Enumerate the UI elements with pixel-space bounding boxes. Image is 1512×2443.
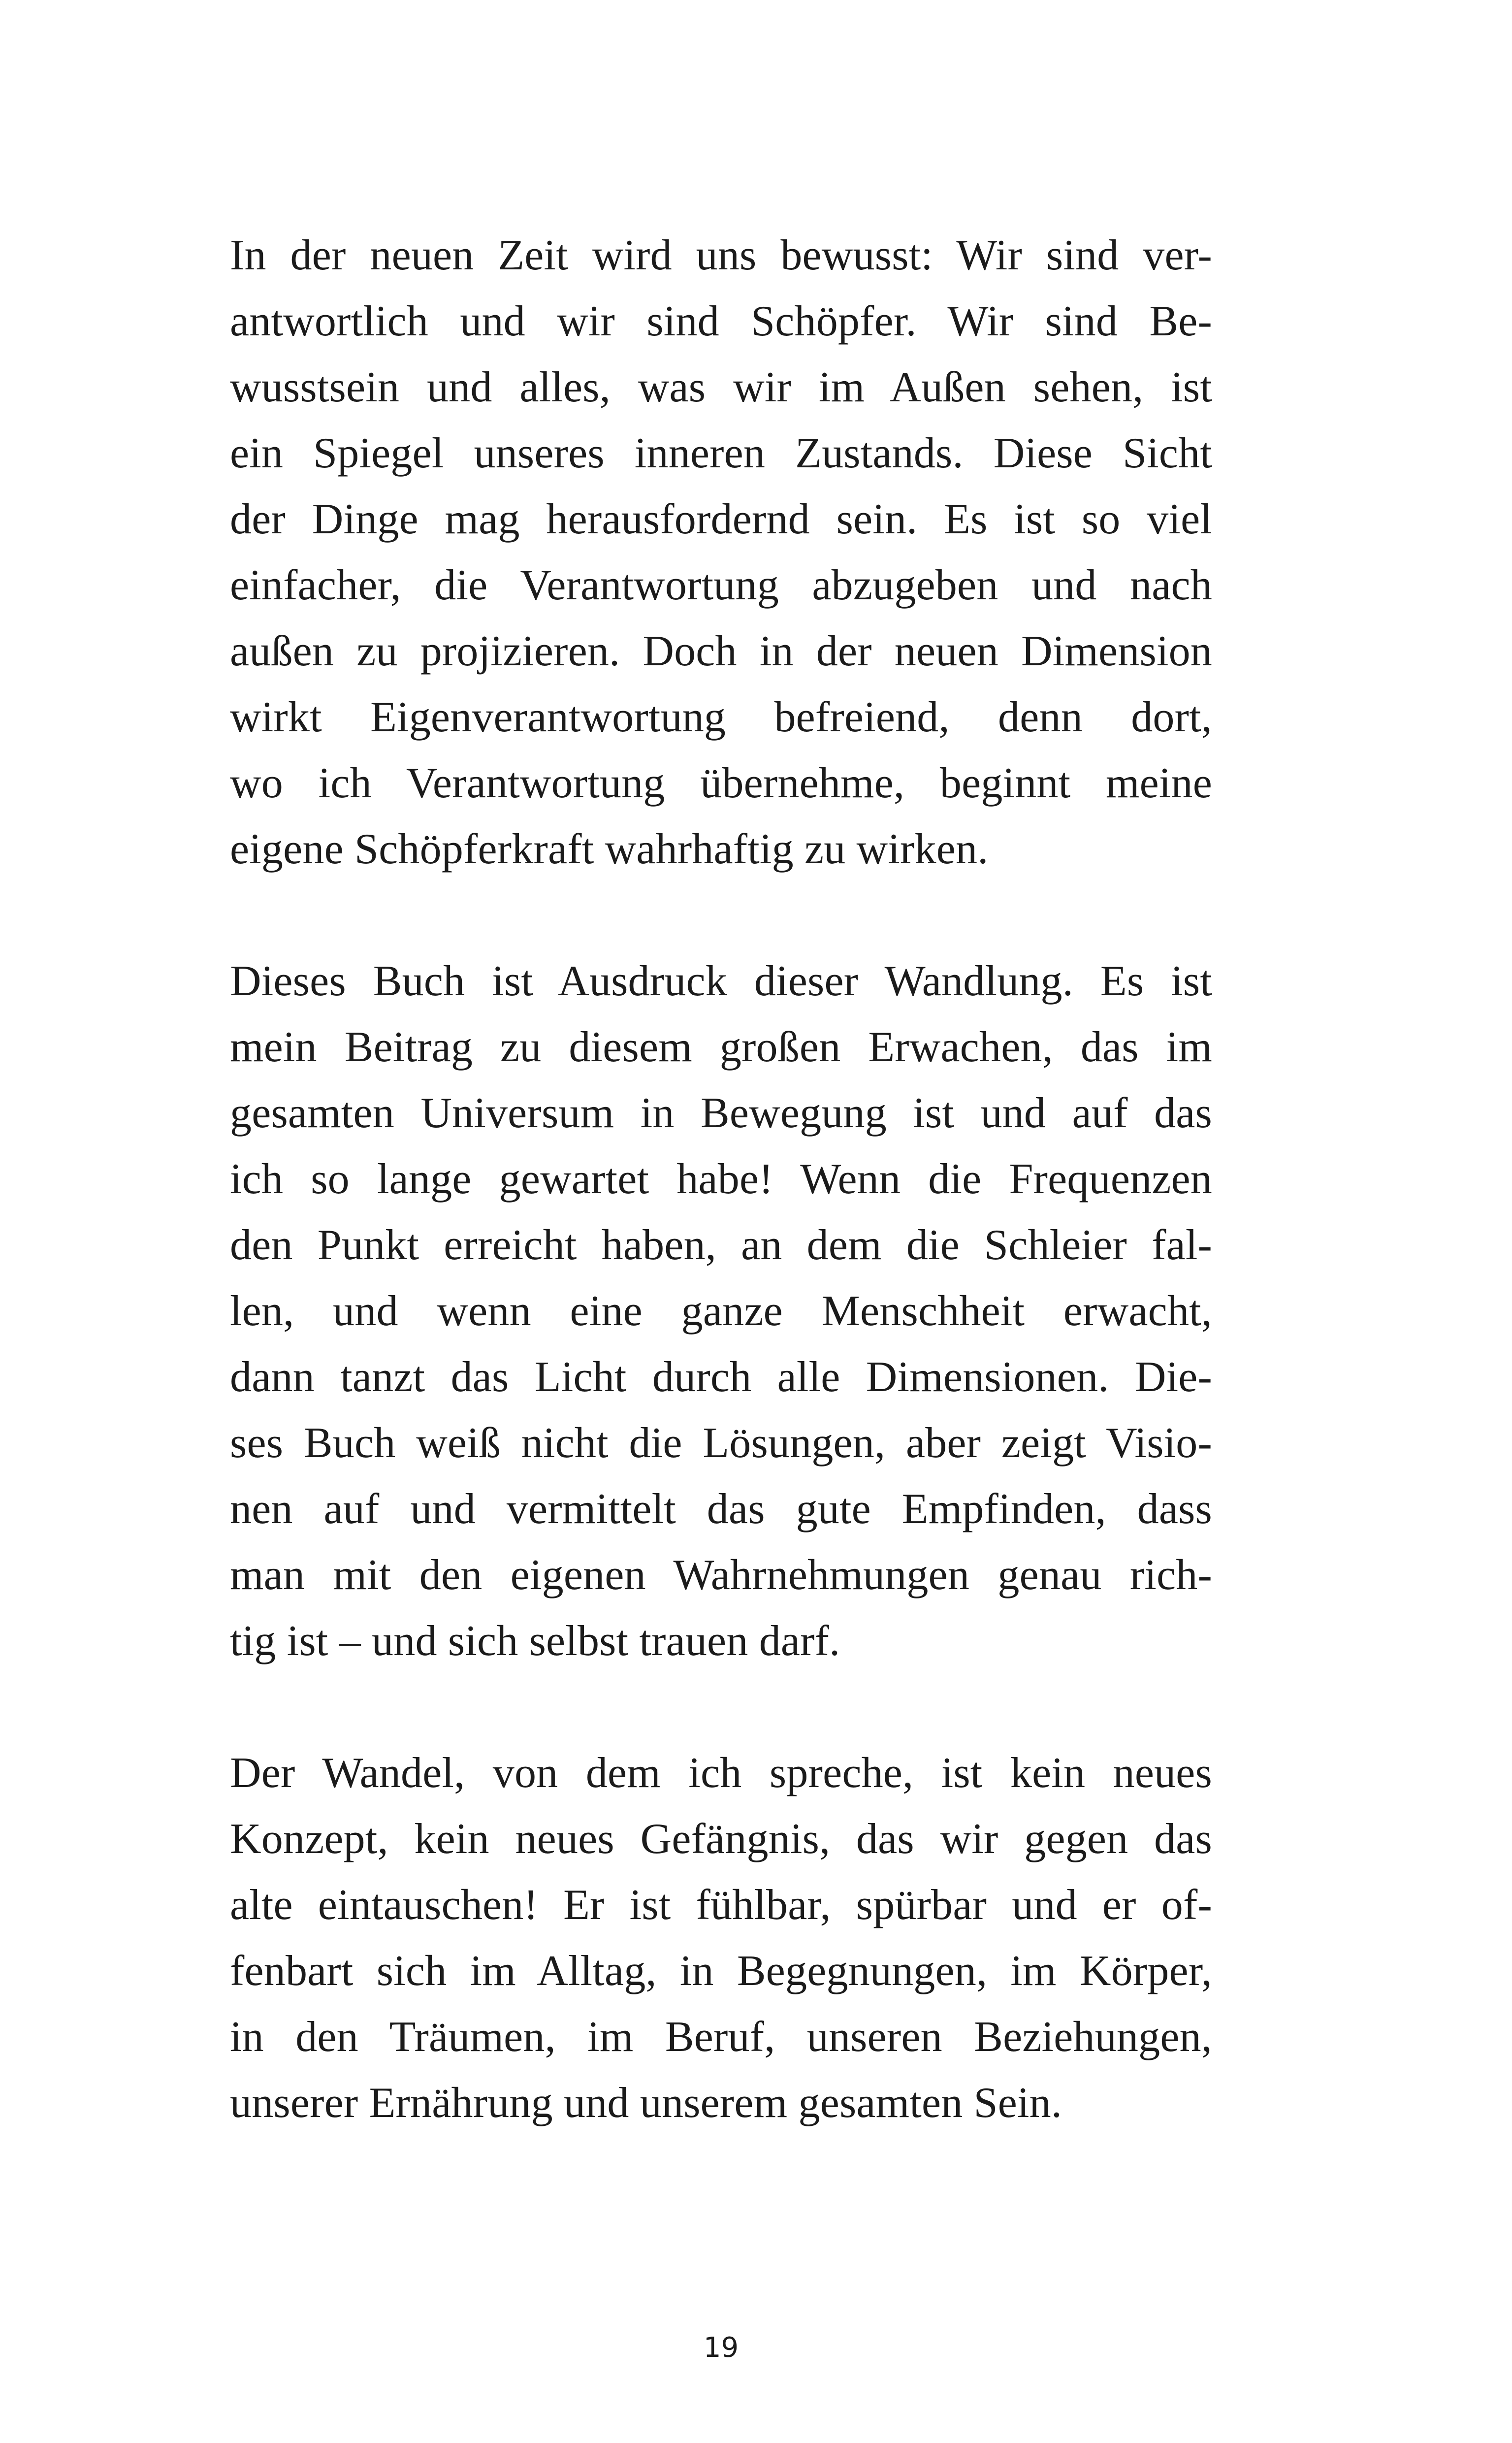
- paragraph: [230, 223, 1212, 882]
- paragraph: [230, 1740, 1212, 2136]
- text-line: ses Buch weiß nicht die Lösungen, aber zeigt Visio-: [230, 1419, 1212, 1467]
- text-line: ich so lange gewartet habe! Wenn die Frequenzen: [230, 1155, 1212, 1203]
- text-line: Konzept, kein neues Gefängnis, das wir gegen das: [230, 1815, 1212, 1863]
- text-line: ein Spiegel unseres inneren Zustands. Diese Sicht: [230, 429, 1212, 477]
- text-line: len, und wenn eine ganze Menschheit erwacht,: [230, 1287, 1212, 1335]
- text-line: Dieses Buch ist Ausdruck dieser Wandlung. Es ist: [230, 957, 1212, 1005]
- text-line: außen zu projizieren. Doch in der neuen Dimension: [230, 627, 1212, 675]
- paragraphs: [230, 223, 1212, 2136]
- text-line: antwortlich und wir sind Schöpfer. Wir sind Be-: [230, 297, 1212, 345]
- text-line: in den Träumen, im Beruf, unseren Beziehungen,: [230, 2013, 1212, 2061]
- text-line: mein Beitrag zu diesem großen Erwachen, das im: [230, 1023, 1212, 1071]
- text-line: Der Wandel, von dem ich spreche, ist kein neues: [230, 1749, 1212, 1797]
- text-line: nen auf und vermittelt das gute Empfinden, dass: [230, 1485, 1212, 1533]
- text-line: fenbart sich im Alltag, in Begegnungen, im Körper,: [230, 1947, 1212, 1995]
- text-line: tig ist – und sich selbst trauen darf.: [230, 1617, 840, 1665]
- page-number: 19: [703, 2332, 739, 2364]
- text-line: dann tanzt das Licht durch alle Dimensionen. Die-: [230, 1353, 1212, 1401]
- text-line: den Punkt erreicht haben, an dem die Schleier fal-: [230, 1221, 1212, 1269]
- text-line: wo ich Verantwortung übernehme, beginnt meine: [230, 759, 1212, 807]
- text-line: In der neuen Zeit wird uns bewusst: Wir sind ver-: [230, 231, 1212, 279]
- text-line: der Dinge mag herausfordernd sein. Es ist so viel: [230, 495, 1212, 543]
- text-line: man mit den eigenen Wahrnehmungen genau rich-: [230, 1551, 1212, 1599]
- paragraph: [230, 948, 1212, 1674]
- text-line: gesamten Universum in Bewegung ist und auf das: [230, 1089, 1212, 1137]
- text-line: eigene Schöpferkraft wahrhaftig zu wirken.: [230, 825, 989, 873]
- text-line: alte eintauschen! Er ist fühlbar, spürbar und er of-: [230, 1881, 1212, 1929]
- page-body-text: [230, 223, 1212, 2136]
- text-line: wusstsein und alles, was wir im Außen sehen, ist: [230, 363, 1212, 411]
- text-line: einfacher, die Verantwortung abzugeben und nach: [230, 561, 1212, 609]
- text-line: wirkt Eigenverantwortung befreiend, denn dort,: [230, 693, 1212, 741]
- text-line: unserer Ernährung und unserem gesamten Sein.: [230, 2079, 1062, 2127]
